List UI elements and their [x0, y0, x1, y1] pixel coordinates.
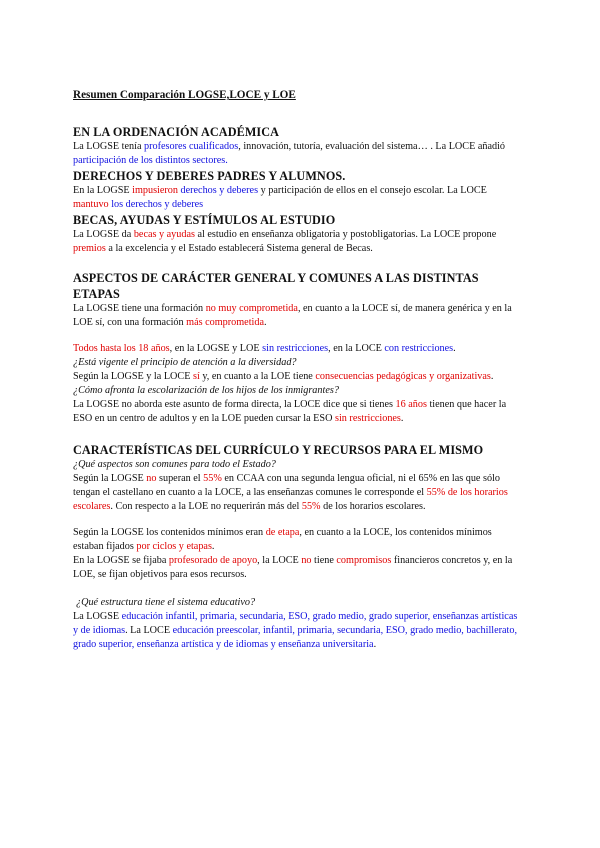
highlight-blue: con restricciones: [384, 343, 454, 354]
paragraph-diversidad: [73, 370, 523, 384]
paragraph-edad: [73, 342, 523, 356]
text-span: La LOGSE tenía: [73, 141, 145, 152]
highlight-blue: educación infantil, primaria, secundaria, ESO, grado medio, grado superior, enseñanzas artísticas y de idiomas: [73, 611, 518, 636]
text-span: tienen que hacer la ESO en un centro de adultos y en la LOE pueden cursar la ESO: [73, 399, 507, 424]
highlight-red: compromisos: [336, 555, 392, 566]
heading-curriculo: CARACTERÍSTICAS DEL CURRÍCULO Y RECURSOS PARA EL MISMO: [73, 443, 484, 457]
text-span: .: [490, 371, 494, 382]
question-estructura: ¿Qué estructura tiene el sistema educativo?: [76, 597, 256, 608]
highlight-red: premios: [73, 243, 106, 254]
question-inmigrantes: ¿Cómo afronta la escolarización de los hijos de los inmigrantes?: [73, 385, 339, 396]
highlight-red: mantuvo: [73, 199, 112, 210]
highlight-blue: sin restricciones: [262, 343, 329, 354]
heading-becas: BECAS, AYUDAS Y ESTÍMULOS AL ESTUDIO: [73, 213, 336, 227]
paragraph-profesorado: [73, 554, 523, 582]
text-span: en CCAA con una segunda lengua oficial, ni el 65% en las que sólo tengan el castellano en cuanto a la LOCE, a las enseñanzas comunes le corresponde el: [73, 473, 500, 498]
highlight-red: impusieron: [132, 185, 181, 196]
paragraph-contenidos: [73, 526, 523, 554]
text-span: , en la LOGSE y LOE: [169, 343, 263, 354]
highlight-red: no muy comprometida: [205, 303, 298, 314]
text-span: , en la LOCE: [328, 343, 385, 354]
text-span: Según la LOGSE: [73, 473, 147, 484]
text-span: Según la LOGSE y la LOCE: [73, 371, 193, 382]
text-span: La LOGSE no aborda este asunto de forma directa, la LOCE dice que si tienes: [73, 399, 396, 410]
document-title: Resumen Comparación LOGSE,LOCE y LOE: [73, 89, 296, 101]
text-span: , innovación, tutoría, evaluación del sistema… . La LOCE añadió: [238, 141, 505, 152]
text-span: .: [453, 343, 456, 354]
text-span: En la LOGSE: [73, 185, 133, 196]
highlight-red: de etapa: [265, 527, 300, 538]
question-aspectos-comunes: ¿Qué aspectos son comunes para todo el Estado?: [73, 459, 276, 470]
paragraph-becas: [73, 228, 523, 256]
text-span: , la LOCE: [257, 555, 302, 566]
text-span: La LOGSE: [73, 611, 122, 622]
text-span: superan el: [156, 473, 204, 484]
paragraph-formacion: [73, 302, 523, 330]
highlight-red: becas y ayudas: [133, 229, 195, 240]
text-span: . La LOCE: [125, 625, 173, 636]
paragraph-ordenacion: [73, 140, 523, 168]
highlight-red: sí: [192, 371, 200, 382]
highlight-blue: profesores cualificados: [144, 141, 239, 152]
text-span: y participación de ellos en el consejo escolar. La LOCE: [258, 185, 487, 196]
heading-derechos-deberes: DERECHOS Y DEBERES PADRES Y ALUMNOS.: [73, 169, 346, 183]
text-span: a la excelencia y el Estado establecerá Sistema general de Becas.: [105, 243, 373, 254]
highlight-red: 16 años: [395, 399, 427, 410]
highlight-red: no: [146, 473, 157, 484]
highlight-blue: los derechos y deberes: [111, 199, 204, 210]
highlight-red: no: [301, 555, 312, 566]
highlight-red: 55%: [203, 473, 222, 484]
text-span: La LOGSE da: [73, 229, 134, 240]
highlight-red: sin restricciones: [334, 413, 401, 424]
text-span: .: [211, 541, 215, 552]
highlight-red: Todos hasta los 18 años: [73, 343, 170, 354]
highlight-red: más comprometida: [186, 317, 264, 328]
heading-aspectos-generales: ASPECTOS DE CARÁCTER GENERAL Y COMUNES A LAS DISTINTAS ETAPAS: [73, 271, 479, 301]
text-span: .: [263, 317, 267, 328]
highlight-red: 55%: [301, 501, 321, 512]
highlight-red: profesorado de apoyo: [168, 555, 258, 566]
paragraph-porcentajes: [73, 472, 523, 514]
text-span: .: [373, 639, 377, 650]
text-span: Según la LOGSE los contenidos mínimos eran: [73, 527, 266, 538]
text-span: de los horarios escolares.: [320, 501, 426, 512]
paragraph-estructura: [73, 610, 523, 652]
text-span: tiene: [311, 555, 337, 566]
text-span: y, en cuanto a la LOE tiene: [199, 371, 316, 382]
highlight-red: consecuencias pedagógicas y organizativas: [315, 371, 491, 382]
highlight-blue: educación preescolar, infantil, primaria, secundaria, ESO, grado medio, bachillerato, grado superior, enseñanza artística y de idiomas y enseñanza universitaria: [73, 625, 518, 650]
paragraph-derechos: [73, 184, 523, 212]
text-span: La LOGSE tiene una formación: [73, 303, 206, 314]
text-span: financieros concretos y, en la LOE, se fijan objetivos para esos recursos.: [73, 555, 513, 580]
question-diversidad: ¿Está vigente el principio de atención a la diversidad?: [73, 357, 297, 368]
paragraph-inmigrantes: [73, 398, 523, 426]
text-span: En la LOGSE se fijaba: [73, 555, 169, 566]
highlight-blue: derechos y deberes: [180, 185, 259, 196]
highlight-red: 55% de los horarios escolares: [73, 487, 508, 512]
text-span: . Con respecto a la LOE no requerirán más del: [110, 501, 302, 512]
text-span: , en cuanto a la LOCE sí, de manera genérica y en la LOE sí, con una formación: [73, 303, 512, 328]
highlight-blue: participación de los distintos sectores.: [73, 155, 228, 166]
text-span: , en cuanto a la LOCE, los contenidos mínimos estaban fijados: [73, 527, 492, 552]
text-span: al estudio en enseñanza obligatoria y postobligatorias. La LOCE propone: [194, 229, 497, 240]
document-page: [73, 88, 523, 652]
text-span: .: [400, 413, 404, 424]
highlight-red: por ciclos y etapas: [136, 541, 212, 552]
heading-ordenacion-academica: EN LA ORDENACIÓN ACADÉMICA: [73, 125, 280, 139]
